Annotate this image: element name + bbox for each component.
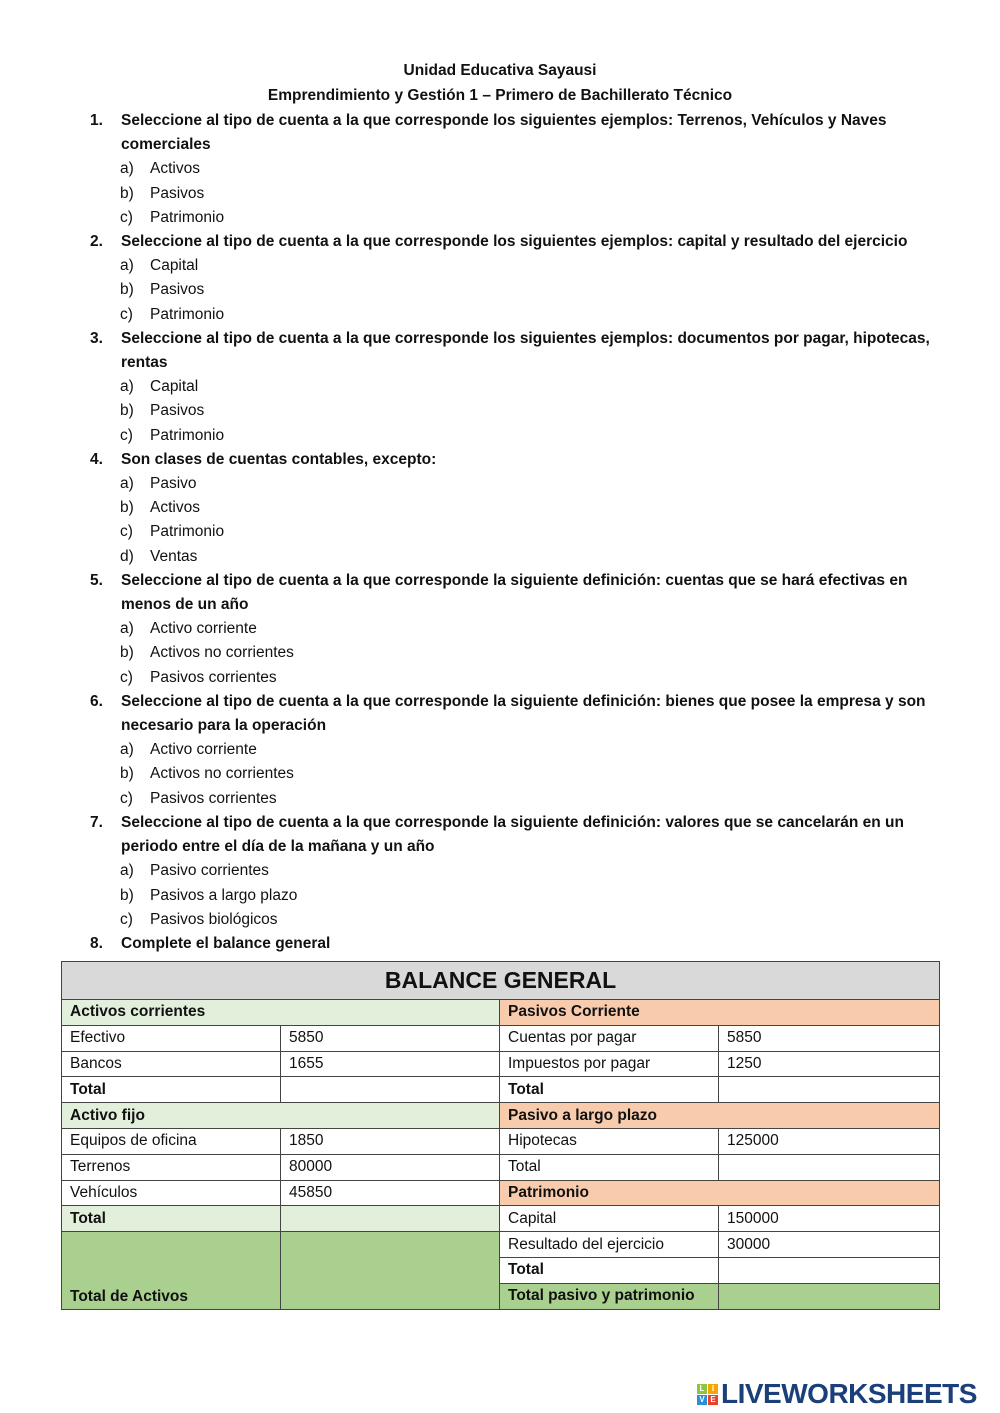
option-text: Pasivos a largo plazo [150,886,298,904]
option-text: Patrimonio [150,523,225,541]
label-total-activo-fijo: Total [62,1206,281,1232]
value-impuestos-por-pagar: 1250 [719,1051,940,1077]
question-number: 3. [90,329,103,347]
option-text: Pasivos corrientes [150,789,277,807]
label-total-de-activos: Total de Activos [62,1232,281,1309]
logo-tiles-icon: L I V E [697,1384,718,1405]
option-text: Activos [150,160,200,178]
question-7 [0,811,1000,859]
answer-option[interactable] [0,254,1000,278]
label-vehiculos: Vehículos [62,1180,281,1206]
question-3 [0,327,1000,375]
input-total-pasivo-patrimonio[interactable] [719,1283,940,1309]
option-text: Activos [150,499,200,517]
section-activos-corrientes: Activos corrientes [62,1000,500,1026]
answer-option[interactable] [0,617,1000,641]
label-total-patrimonio: Total [500,1257,719,1283]
question-number: 2. [90,233,103,251]
option-letter: a) [120,257,134,275]
option-letter: a) [120,620,134,638]
value-capital: 150000 [719,1206,940,1232]
question-8 [0,932,1000,956]
label-impuestos-por-pagar: Impuestos por pagar [500,1051,719,1077]
answer-option[interactable] [0,157,1000,181]
school-name: Unidad Educativa Sayausi [403,62,597,79]
option-letter: b) [120,886,134,904]
input-total-patrimonio[interactable] [719,1257,940,1283]
question-number: 8. [90,934,103,952]
value-vehiculos: 45850 [281,1180,500,1206]
option-letter: b) [120,644,134,662]
label-hipotecas: Hipotecas [500,1128,719,1154]
answer-option[interactable] [0,884,1000,908]
question-number: 7. [90,813,103,831]
answer-option[interactable] [0,496,1000,520]
question-text: Complete el balance general [121,934,331,952]
balance-title: BALANCE GENERAL [62,962,940,1000]
balance-general-table [61,961,940,1310]
question-text: Seleccione al tipo de cuenta a la que corresponde la siguiente definición: bienes que posee la empresa y son necesario para la operación [121,692,926,735]
answer-option[interactable] [0,520,1000,544]
answer-option[interactable] [0,762,1000,786]
option-letter: c) [120,208,133,226]
question-number: 6. [90,692,103,710]
option-text: Activos no corrientes [150,644,294,662]
label-bancos: Bancos [62,1051,281,1077]
question-5 [0,569,1000,617]
question-number: 1. [90,112,103,129]
option-text: Pasivo [150,475,197,493]
answer-option[interactable] [0,908,1000,932]
option-text: Capital [150,257,199,275]
question-text: Seleccione al tipo de cuenta a la que corresponde la siguiente definición: valores que se cancelarán en un periodo entre el día de la mañana y un año [121,813,904,856]
label-efectivo: Efectivo [62,1025,281,1051]
answer-option[interactable] [0,472,1000,496]
section-patrimonio: Patrimonio [500,1180,940,1206]
option-text: Capital [150,378,199,396]
option-text: Pasivos biológicos [150,910,278,928]
value-resultado-ejercicio: 30000 [719,1232,940,1258]
question-text: Seleccione al tipo de cuenta a la que corresponde los siguientes ejemplos: Terrenos, Vehículos y Naves comerciales [121,112,887,154]
subject-title: Emprendimiento y Gestión 1 – Primero de Bachillerato Técnico [267,87,733,104]
option-letter: a) [120,475,134,493]
question-text: Seleccione al tipo de cuenta a la que corresponde la siguiente definición: cuentas que se hará efectivas en menos de un año [121,571,908,614]
option-text: Activo corriente [150,741,257,759]
option-letter: b) [120,184,134,202]
option-letter: a) [120,160,134,178]
question-6 [0,690,1000,738]
option-letter: b) [120,499,134,517]
option-text: Pasivos corrientes [150,668,277,686]
question-number: 4. [90,450,103,468]
section-pasivos-corriente: Pasivos Corriente [500,1000,940,1026]
answer-option[interactable] [0,666,1000,690]
question-1 [0,109,1000,157]
option-text: Activo corriente [150,620,257,638]
answer-option[interactable] [0,399,1000,423]
value-hipotecas: 125000 [719,1128,940,1154]
option-letter: c) [120,426,133,444]
option-letter: b) [120,281,134,299]
question-text: Seleccione al tipo de cuenta a la que corresponde los siguientes ejemplos: documentos por pagar, hipotecas, rentas [121,329,930,372]
value-cuentas-por-pagar: 5850 [719,1025,940,1051]
answer-option[interactable] [0,545,1000,569]
answer-option[interactable] [0,424,1000,448]
option-text: Patrimonio [150,208,225,226]
label-total-pasivo-patrimonio: Total pasivo y patrimonio [500,1283,719,1309]
option-text: Pasivos [150,281,205,299]
section-activo-fijo: Activo fijo [62,1103,500,1129]
question-2 [0,230,1000,254]
label-terrenos: Terrenos [62,1154,281,1180]
option-text: Pasivo corrientes [150,862,269,880]
option-letter: b) [120,765,134,783]
question-text: Seleccione al tipo de cuenta a la que corresponde los siguientes ejemplos: capital y resultado del ejercicio [121,233,908,251]
answer-option[interactable] [0,375,1000,399]
option-letter: a) [120,862,134,880]
value-efectivo: 5850 [281,1025,500,1051]
option-letter: c) [120,789,133,807]
value-terrenos: 80000 [281,1154,500,1180]
option-letter: a) [120,378,134,396]
label-resultado-ejercicio: Resultado del ejercicio [500,1232,719,1258]
value-equipos-oficina: 1850 [281,1128,500,1154]
answer-option[interactable] [0,641,1000,665]
option-text: Pasivos [150,402,205,420]
question-text: Son clases de cuentas contables, excepto: [121,450,437,468]
option-letter: b) [120,402,134,420]
label-total-pasivos-corriente: Total [500,1077,719,1103]
option-text: Patrimonio [150,305,225,323]
answer-option[interactable] [0,787,1000,811]
label-total-activos-corrientes: Total [62,1077,281,1103]
input-total-pasivo-largo-plazo[interactable] [719,1154,940,1180]
question-4 [0,448,1000,472]
answer-option[interactable] [0,738,1000,762]
answer-option[interactable] [0,206,1000,230]
label-total-pasivo-largo-plazo: Total [500,1154,719,1180]
label-cuentas-por-pagar: Cuentas por pagar [500,1025,719,1051]
label-capital: Capital [500,1206,719,1232]
option-letter: a) [120,741,134,759]
input-total-activo-fijo[interactable] [281,1206,500,1232]
answer-option[interactable] [0,859,1000,883]
option-letter: c) [120,523,133,541]
answer-option[interactable] [0,182,1000,206]
question-number: 5. [90,571,103,589]
option-letter: d) [120,547,134,565]
option-letter: c) [120,305,133,323]
value-bancos: 1655 [281,1051,500,1077]
option-text: Patrimonio [150,426,225,444]
answer-option[interactable] [0,278,1000,302]
input-total-de-activos[interactable] [281,1232,500,1309]
label-equipos-oficina: Equipos de oficina [62,1128,281,1154]
input-total-pasivos-corriente[interactable] [719,1077,940,1103]
logo-text: LIVEWORKSHEETS [721,1378,977,1409]
option-letter: c) [120,910,133,928]
liveworksheets-logo [697,1378,977,1410]
section-pasivo-largo-plazo: Pasivo a largo plazo [500,1103,940,1129]
option-text: Activos no corrientes [150,765,294,783]
input-total-activos-corrientes[interactable] [281,1077,500,1103]
option-letter: c) [120,668,133,686]
option-text: Ventas [150,547,198,565]
option-text: Pasivos [150,184,205,202]
answer-option[interactable] [0,303,1000,327]
question-list [0,109,1000,956]
